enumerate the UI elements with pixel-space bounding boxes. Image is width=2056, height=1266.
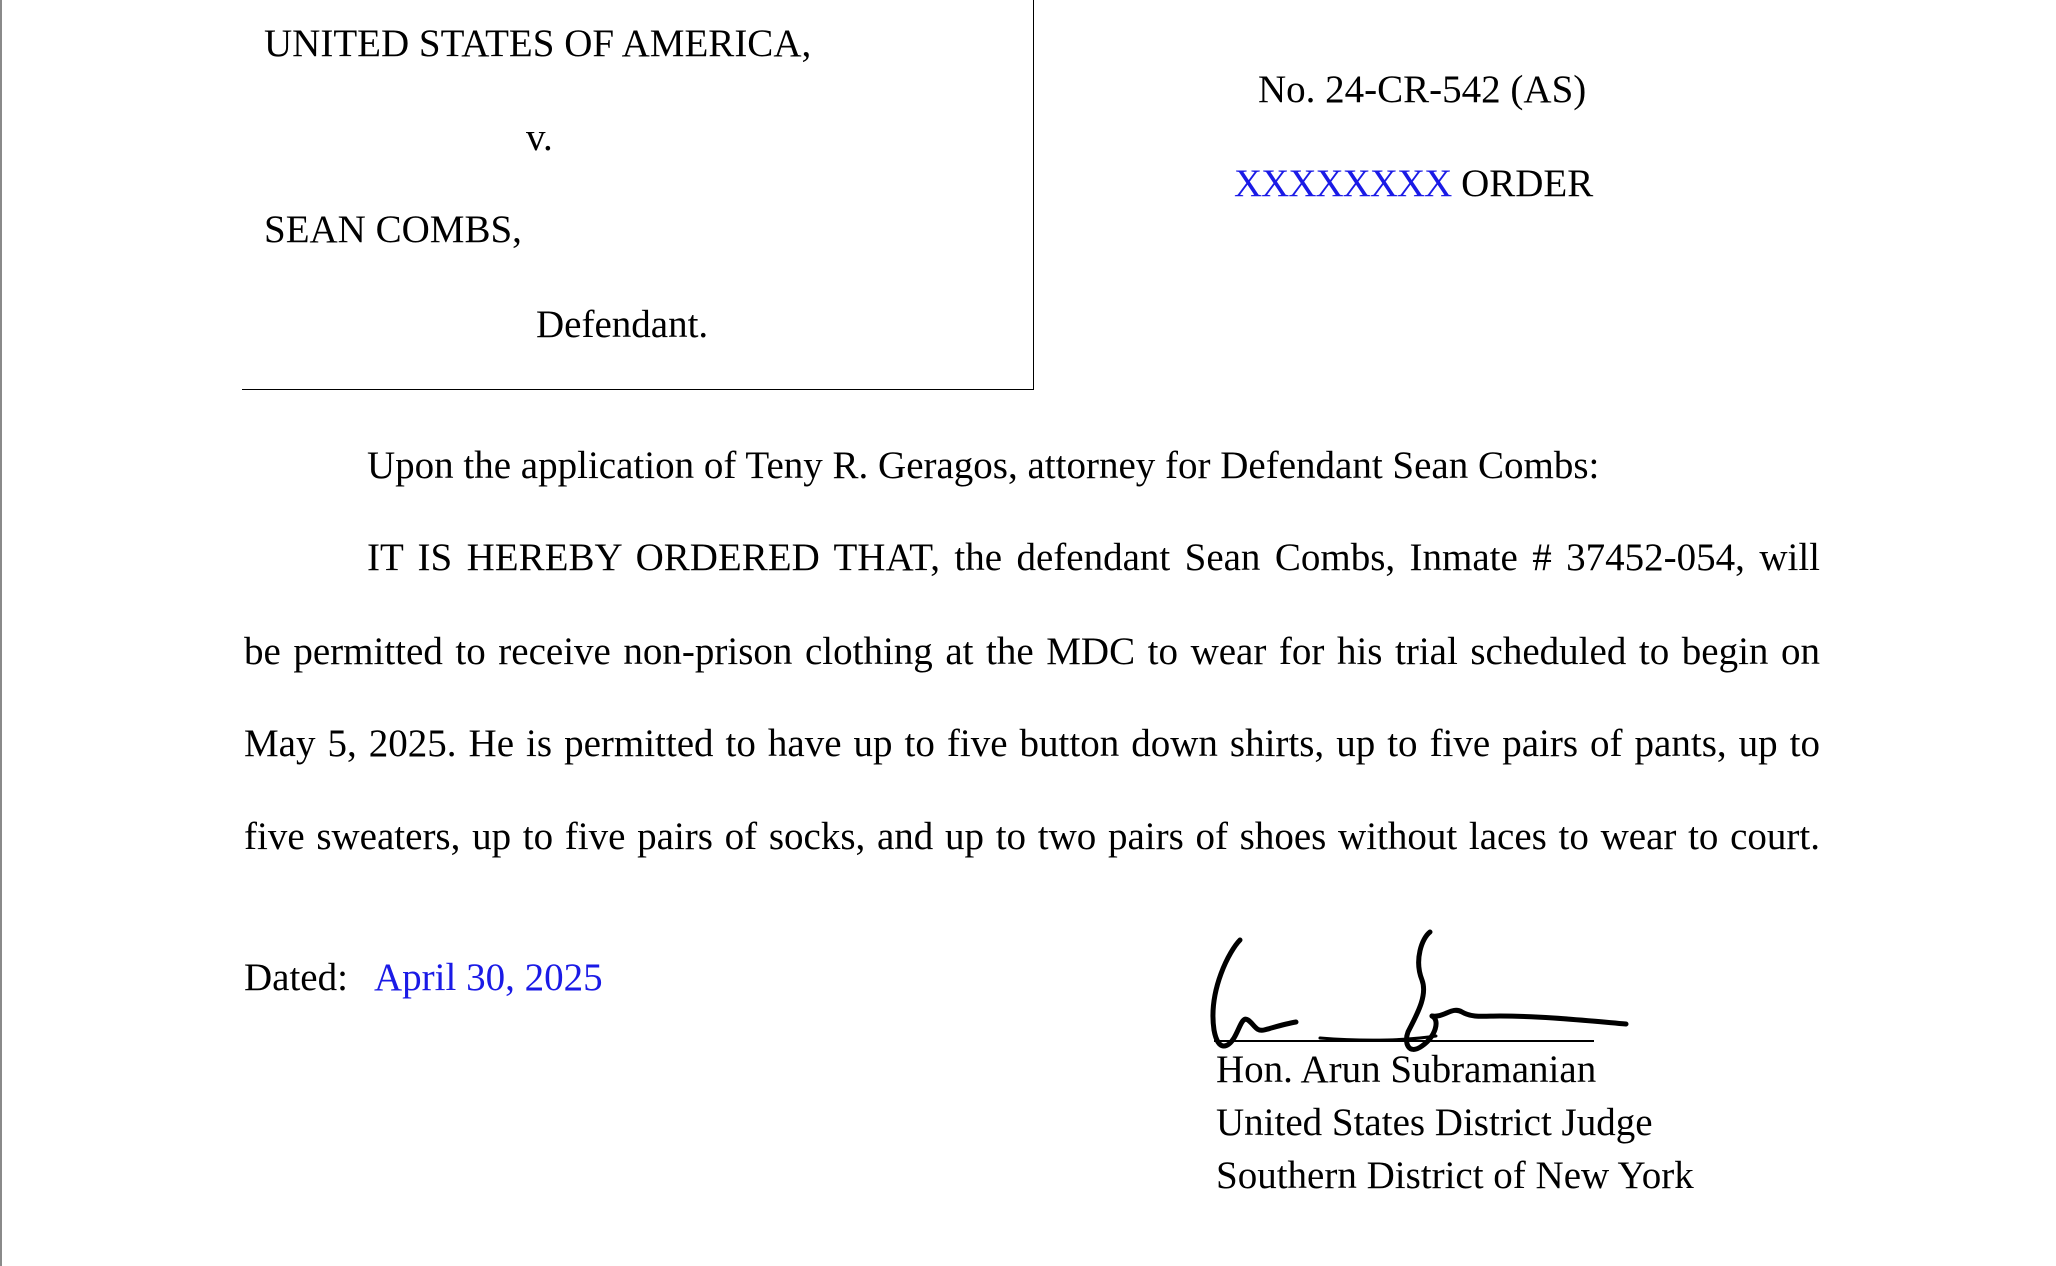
signatory-name: Hon. Arun Subramanian bbox=[1216, 1048, 1597, 1091]
dated-label: Dated: bbox=[244, 956, 348, 999]
case-number: No. 24-CR-542 (AS) bbox=[1258, 68, 1587, 111]
body-line-4: five sweaters, up to five pairs of socks, and up to two pairs of shoes without laces to wear to court. bbox=[244, 815, 1820, 858]
caption-defendant-name: SEAN COMBS, bbox=[264, 208, 522, 251]
order-heading bbox=[1234, 164, 1593, 203]
body-order-first-line: IT IS HEREBY ORDERED THAT, the defendant Sean Combs, Inmate # 37452-054, will bbox=[367, 536, 1820, 579]
caption-defendant-label: Defendant. bbox=[536, 303, 709, 346]
proposed-struck-text: XXXXXXXX bbox=[1234, 162, 1452, 205]
body-intro: Upon the application of Teny R. Geragos, attorney for Defendant Sean Combs: bbox=[367, 444, 1600, 487]
body-line-2: be permitted to receive non-prison clothing at the MDC to wear for his trial scheduled to begin on bbox=[244, 630, 1820, 673]
dated-value: April 30, 2025 bbox=[374, 956, 603, 999]
body-line-3: May 5, 2025. He is permitted to have up to five button down shirts, up to five pairs of pants, up to bbox=[244, 722, 1820, 765]
page-left-border bbox=[0, 0, 2, 1266]
signatory-title: United States District Judge bbox=[1216, 1101, 1653, 1144]
order-heading-label: ORDER bbox=[1461, 162, 1594, 205]
caption-versus: v. bbox=[526, 116, 553, 159]
caption-plaintiff: UNITED STATES OF AMERICA, bbox=[264, 22, 812, 65]
proposed-struck-mark bbox=[1234, 164, 1451, 203]
signatory-district: Southern District of New York bbox=[1216, 1154, 1694, 1197]
